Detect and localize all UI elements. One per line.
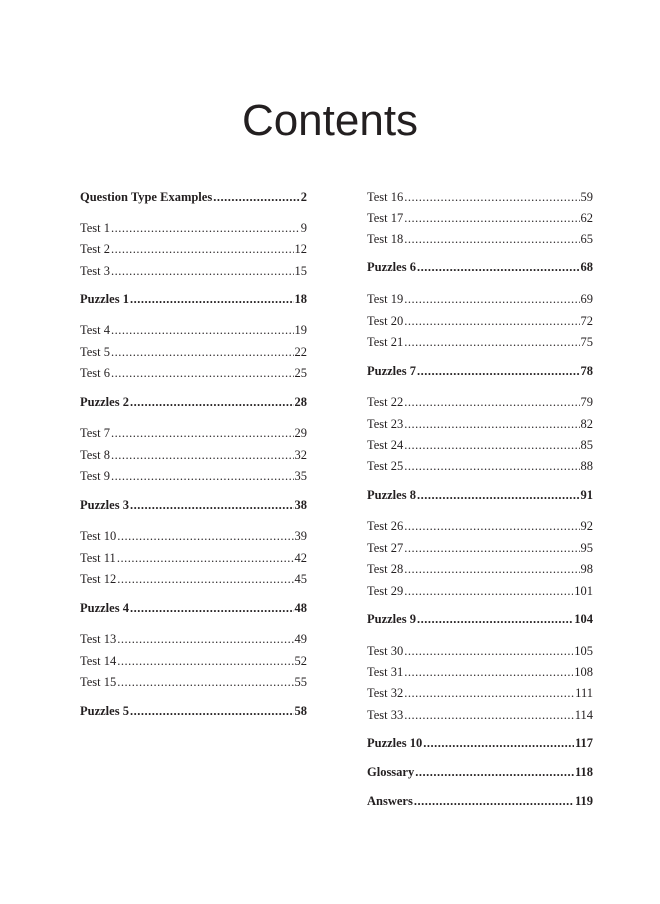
toc-entry <box>367 519 593 535</box>
toc-entry <box>80 264 307 280</box>
toc-entry-label: Puzzles 9 <box>367 612 416 626</box>
toc-dot-leader <box>130 601 294 616</box>
toc-entry-page-number: 58 <box>294 704 307 718</box>
toc-entry-page-number: 92 <box>580 519 593 533</box>
toc-entry-page-number: 52 <box>294 654 307 668</box>
toc-entry <box>367 232 593 248</box>
toc-entry-label: Answers <box>367 794 413 808</box>
toc-dot-leader <box>404 665 573 680</box>
toc-entry-label: Test 15 <box>80 675 117 689</box>
toc-entry-page-number: 85 <box>580 438 593 452</box>
toc-entry-page-number: 2 <box>300 190 307 204</box>
toc-entry-label: Test 9 <box>80 469 111 483</box>
toc-entry-label: Test 27 <box>367 541 404 555</box>
toc-entry-page-number: 28 <box>294 395 307 409</box>
toc-entry-label: Test 25 <box>367 459 404 473</box>
toc-entry-label: Test 19 <box>367 292 404 306</box>
page-title: Contents <box>241 96 419 145</box>
toc-section-entry <box>367 765 593 781</box>
toc-entry <box>367 438 593 454</box>
toc-entry-label: Test 28 <box>367 562 404 576</box>
toc-section-entry <box>367 736 593 752</box>
toc-entry-page-number: 15 <box>294 264 307 278</box>
toc-entry-page-number: 111 <box>575 686 593 700</box>
toc-entry-label: Test 14 <box>80 654 117 668</box>
toc-entry-label: Test 6 <box>80 366 111 380</box>
toc-dot-leader <box>117 675 293 690</box>
toc-section-entry <box>367 612 593 628</box>
toc-entry <box>367 708 593 724</box>
toc-dot-leader <box>117 529 293 544</box>
toc-entry-label: Test 3 <box>80 264 111 278</box>
toc-entry-label: Test 8 <box>80 448 111 462</box>
toc-dot-leader <box>404 314 579 329</box>
toc-dot-leader <box>404 708 573 723</box>
toc-entry-label: Test 17 <box>367 211 404 225</box>
toc-dot-leader <box>130 292 294 307</box>
toc-dot-leader <box>423 736 574 751</box>
toc-section-entry <box>80 498 307 514</box>
toc-entry-page-number: 118 <box>574 765 593 779</box>
toc-entry-page-number: 82 <box>580 417 593 431</box>
toc-section-entry <box>80 601 307 617</box>
toc-entry-label: Test 1 <box>80 221 111 235</box>
toc-entry-page-number: 35 <box>294 469 307 483</box>
toc-entry-label: Test 4 <box>80 323 111 337</box>
toc-entry-page-number: 32 <box>294 448 307 462</box>
toc-dot-leader <box>404 438 579 453</box>
toc-entry <box>367 211 593 227</box>
toc-entry-page-number: 69 <box>580 292 593 306</box>
toc-entry-label: Test 12 <box>80 572 117 586</box>
toc-entry-label: Test 21 <box>367 335 404 349</box>
toc-section-entry <box>367 794 593 810</box>
toc-dot-leader <box>404 417 579 432</box>
toc-dot-leader <box>111 469 293 484</box>
toc-dot-leader <box>417 488 580 503</box>
toc-entry-page-number: 45 <box>294 572 307 586</box>
toc-entry-label: Test 24 <box>367 438 404 452</box>
toc-section-entry <box>367 260 593 276</box>
toc-entry-label: Test 30 <box>367 644 404 658</box>
toc-entry <box>80 632 307 648</box>
toc-entry-label: Test 7 <box>80 426 111 440</box>
toc-entry-page-number: 98 <box>580 562 593 576</box>
toc-entry-label: Test 31 <box>367 665 404 679</box>
toc-entry-page-number: 59 <box>580 190 593 204</box>
toc-entry-page-number: 101 <box>574 584 593 598</box>
toc-entry-label: Puzzles 3 <box>80 498 129 512</box>
toc-entry <box>367 541 593 557</box>
toc-entry <box>80 221 307 237</box>
toc-entry <box>80 572 307 588</box>
toc-dot-leader <box>111 323 293 338</box>
toc-entry-label: Puzzles 5 <box>80 704 129 718</box>
toc-entry-page-number: 39 <box>294 529 307 543</box>
toc-entry-label: Test 18 <box>367 232 404 246</box>
toc-entry <box>80 469 307 485</box>
toc-entry-page-number: 119 <box>574 794 593 808</box>
toc-dot-leader <box>213 190 300 205</box>
toc-dot-leader <box>415 765 574 780</box>
toc-entry-page-number: 95 <box>580 541 593 555</box>
toc-dot-leader <box>404 686 574 701</box>
toc-dot-leader <box>404 211 579 226</box>
toc-dot-leader <box>404 644 573 659</box>
toc-dot-leader <box>404 335 579 350</box>
toc-entry-page-number: 78 <box>580 364 593 378</box>
toc-entry-page-number: 79 <box>580 395 593 409</box>
toc-section-entry <box>80 704 307 720</box>
toc-entry-page-number: 91 <box>580 488 593 502</box>
toc-entry-label: Puzzles 1 <box>80 292 129 306</box>
toc-entry-page-number: 68 <box>580 260 593 274</box>
toc-dot-leader <box>111 221 300 236</box>
toc-dot-leader <box>404 232 579 247</box>
toc-dot-leader <box>117 551 294 566</box>
toc-entry-label: Test 11 <box>80 551 116 565</box>
toc-entry-page-number: 29 <box>294 426 307 440</box>
toc-dot-leader <box>111 366 293 381</box>
toc-entry <box>367 644 593 660</box>
toc-dot-leader <box>417 612 573 627</box>
toc-entry-page-number: 9 <box>300 221 307 235</box>
toc-entry-page-number: 88 <box>580 459 593 473</box>
toc-entry-page-number: 72 <box>580 314 593 328</box>
toc-entry-label: Test 33 <box>367 708 404 722</box>
toc-entry <box>80 242 307 258</box>
toc-entry-page-number: 105 <box>574 644 593 658</box>
toc-dot-leader <box>111 345 293 360</box>
toc-entry <box>367 335 593 351</box>
toc-dot-leader <box>417 364 580 379</box>
toc-entry-label: Test 2 <box>80 242 111 256</box>
toc-entry-label: Question Type Examples <box>80 190 213 204</box>
toc-entry <box>367 459 593 475</box>
toc-dot-leader <box>404 584 573 599</box>
toc-entry-page-number: 114 <box>574 708 593 722</box>
toc-section-entry <box>80 395 307 411</box>
toc-dot-leader <box>404 541 579 556</box>
toc-dot-leader <box>404 459 579 474</box>
toc-entry-label: Puzzles 4 <box>80 601 129 615</box>
toc-dot-leader <box>111 426 293 441</box>
toc-dot-leader <box>117 632 293 647</box>
toc-entry-page-number: 22 <box>294 345 307 359</box>
toc-dot-leader <box>404 292 579 307</box>
toc-entry <box>80 529 307 545</box>
toc-entry-label: Puzzles 7 <box>367 364 416 378</box>
toc-entry-page-number: 12 <box>294 242 307 256</box>
toc-section-entry <box>367 364 593 380</box>
toc-entry-label: Test 23 <box>367 417 404 431</box>
toc-entry <box>80 366 307 382</box>
toc-section-entry <box>80 190 307 206</box>
toc-entry-label: Test 22 <box>367 395 404 409</box>
toc-entry <box>80 654 307 670</box>
toc-entry-label: Test 29 <box>367 584 404 598</box>
toc-entry-label: Puzzles 6 <box>367 260 416 274</box>
toc-entry <box>80 448 307 464</box>
toc-entry <box>367 395 593 411</box>
toc-dot-leader <box>130 395 294 410</box>
toc-entry-page-number: 75 <box>580 335 593 349</box>
toc-entry-page-number: 108 <box>574 665 593 679</box>
toc-dot-leader <box>404 190 579 205</box>
toc-entry-label: Test 16 <box>367 190 404 204</box>
toc-entry <box>367 665 593 681</box>
toc-entry-label: Test 10 <box>80 529 117 543</box>
toc-entry-label: Puzzles 8 <box>367 488 416 502</box>
toc-entry-page-number: 117 <box>574 736 593 750</box>
toc-entry-page-number: 25 <box>294 366 307 380</box>
toc-entry <box>80 551 307 567</box>
toc-entry <box>367 314 593 330</box>
toc-entry <box>367 292 593 308</box>
toc-dot-leader <box>130 498 294 513</box>
toc-entry <box>80 426 307 442</box>
toc-section-entry <box>367 488 593 504</box>
toc-entry-page-number: 65 <box>580 232 593 246</box>
toc-entry <box>80 345 307 361</box>
toc-entry-label: Test 32 <box>367 686 404 700</box>
toc-entry-label: Glossary <box>367 765 415 779</box>
toc-entry <box>367 562 593 578</box>
toc-dot-leader <box>117 654 293 669</box>
toc-entry-label: Test 20 <box>367 314 404 328</box>
toc-entry-page-number: 48 <box>294 601 307 615</box>
toc-entry <box>367 686 593 702</box>
toc-dot-leader <box>404 562 579 577</box>
toc-entry-page-number: 62 <box>580 211 593 225</box>
toc-entry <box>80 675 307 691</box>
toc-entry-label: Puzzles 2 <box>80 395 129 409</box>
toc-entry <box>367 584 593 600</box>
toc-entry-page-number: 104 <box>574 612 593 626</box>
toc-dot-leader <box>417 260 580 275</box>
toc-dot-leader <box>111 264 293 279</box>
toc-entry <box>367 190 593 206</box>
toc-dot-leader <box>111 448 293 463</box>
toc-entry-page-number: 19 <box>294 323 307 337</box>
toc-entry-label: Test 26 <box>367 519 404 533</box>
toc-entry <box>367 417 593 433</box>
toc-entry-page-number: 18 <box>294 292 307 306</box>
toc-entry-page-number: 38 <box>294 498 307 512</box>
toc-section-entry <box>80 292 307 308</box>
toc-entry-label: Test 13 <box>80 632 117 646</box>
toc-dot-leader <box>111 242 293 257</box>
toc-dot-leader <box>404 519 579 534</box>
toc-entry-label: Test 5 <box>80 345 111 359</box>
toc-dot-leader <box>404 395 579 410</box>
toc-dot-leader <box>414 794 574 809</box>
toc-dot-leader <box>130 704 294 719</box>
toc-dot-leader <box>117 572 293 587</box>
toc-entry-page-number: 49 <box>294 632 307 646</box>
toc-entry-page-number: 55 <box>294 675 307 689</box>
toc-entry-label: Puzzles 10 <box>367 736 423 750</box>
toc-entry <box>80 323 307 339</box>
toc-entry-page-number: 42 <box>294 551 307 565</box>
